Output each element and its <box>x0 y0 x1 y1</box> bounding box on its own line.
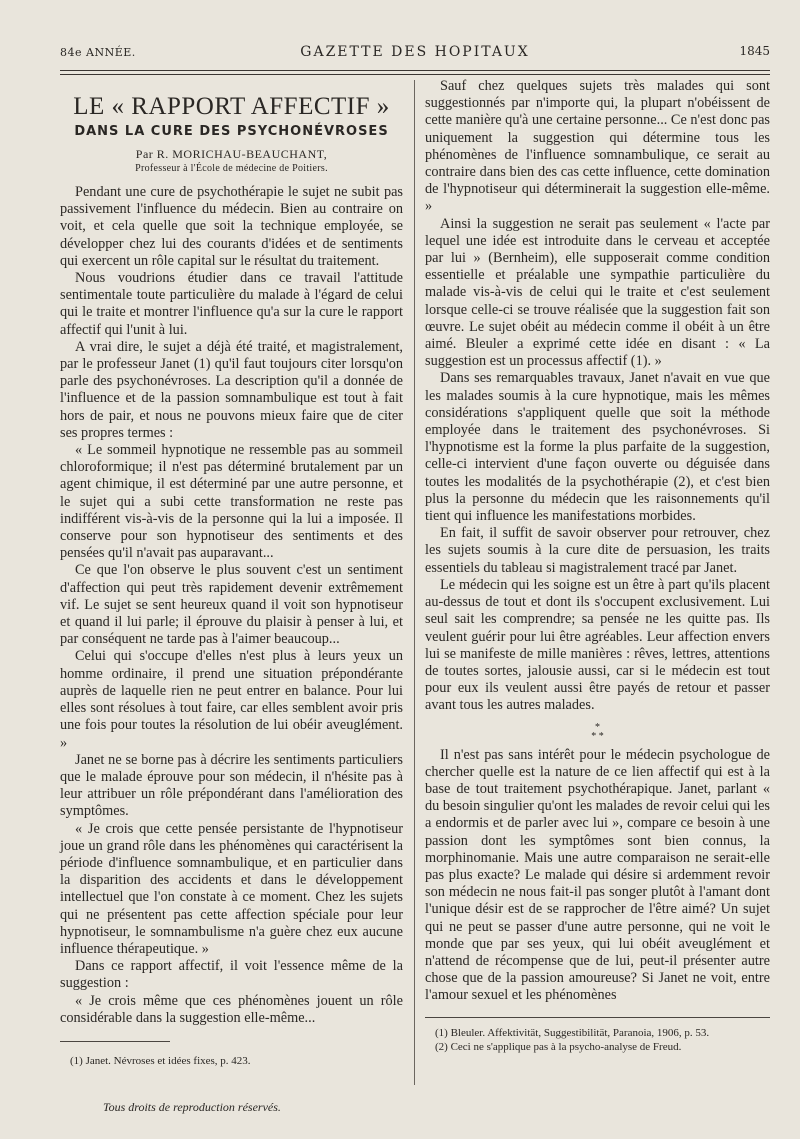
paragraph: Dans ses remarquables travaux, Janet n'avait en vue que les malades soumis à la cure hypnotique, mais les mêmes considérations s'appliquent quelle que soit la méthode employée dans le traitement des psychonévroses. Si l'hypnotisme est la forme la plus parfaite de la suggestion, celle-ci intervient d'une façon ouverte ou déguisée dans toutes les modalités de la psychothérapie (2), et c'est bien plus la personne du médecin que les raisonnements qu'il tient qui influence les manifestations morbides. <box>425 370 770 525</box>
paragraph: Le médecin qui les soigne est un être à part qu'ils placent au-dessus de tout et dont ils s'occupent exclusivement. Lui seul sait les comprendre; sa pensée ne les quitte pas. Ils veulent guérir pour lui être agréables. Leur affection envers lui se manifeste de mille manières : rêves, lettres, attentions de toutes sortes, jalousie aussi, car si le médecin est tout pour eux ils veulent aussi être payés de retour et passer avant tous les autres malades. <box>425 576 770 714</box>
publication-title: GAZETTE DES HOPITAUX <box>300 44 530 60</box>
paragraph: « Je crois même que ces phénomènes jouent un rôle considérable dans la suggestion elle-même... <box>60 992 403 1026</box>
paragraph: Ce que l'on observe le plus souvent c'est un sentiment d'affection qui peut très rapidement devenir extrêmement vif. Le sujet se sent heureux quand il voit son hypnotiseur et quand il lui parle; il éprouve du plaisir à penser à lui, et par conséquent ne tarde pas à l'aimer beaucoup... <box>60 562 403 648</box>
issue-number: 84e ANNÉE. <box>60 46 136 59</box>
right-column <box>425 78 770 1054</box>
paragraph: Janet ne se borne pas à décrire les sentiments particuliers que le malade éprouve pour son médecin, il n'hésite pas à leur attribuer un rôle prépondérant dans l'amélioration des symptômes. <box>60 751 403 820</box>
author-affiliation: Professeur à l'École de médecine de Poitiers. <box>135 163 328 174</box>
paragraph: En fait, il suffit de savoir observer pour retrouver, chez les sujets soumis à la cure dite de persuasion, les traits essentiels du tableau si magistralement tracé par Janet. <box>425 525 770 576</box>
footnote-rule <box>60 1041 170 1042</box>
asterism-top: * <box>595 721 600 733</box>
paragraph: « Je crois que cette pensée persistante de l'hypnotiseur joue un grand rôle dans les phénomènes qui caractérisent la période d'influence somnambulique, et en particulier dans la disparition des accidents et dans le développement intellectuel que l'on constate à ce moment. Chez les sujets qui ne présentent pas cette affection spéciale pour leur hypnotiseur, le somnambulisme n'a guère chez eux aucune influence thérapeutique. » <box>60 820 403 957</box>
footnote: (1) Bleuler. Affektivität, Suggestibilität, Paranoia, 1906, p. 53. <box>435 1026 710 1039</box>
article-author: Par R. MORICHAU-BEAUCHANT, <box>135 147 328 161</box>
paragraph: A vrai dire, le sujet a déjà été traité, et magistralement, par le professeur Janet (1) qu'il faut toujours citer lorsqu'on parle des psychonévroses. La description qu'il a donnée de l'influence et de la passion somnambulique est tout à fait hors de pair, et nous ne pouvons mieux faire que de citer ses propres termes : <box>60 338 403 441</box>
article-subtitle: DANS LA CURE DES PSYCHONÉVROSES <box>74 124 389 139</box>
paragraph: Il n'est pas sans intérêt pour le médecin psychologue de chercher quelle est la nature de ce lien affectif qui est à la base de tout traitement psychothérapique. Janet, parlant « du besoin singulier qu'ont les malades de revoir celui qui les a endormis et de parler avec lui », compare ce besoin à une passion dont les symptômes sont bien connus, la morphinomanie. Mais une autre comparaison ne serait-elle pas plus exacte? Le malade qui désire si ardemment revoir son médecin ne nous fait-il pas songer plutôt à l'amant dont l'unique désir est de se rapprocher de l'être aimé? Un sujet qui ne peut se passer d'une autre personne, qui ne voit le monde que par ses yeux, qui lui obéit aveuglément et n'attend de récompense que de lui, peut-il présenter autre chose que de la passion amoureuse? Si Janet ne voit, entre l'amour sexuel et les phénomènes <box>425 746 770 1004</box>
footnote: (2) Ceci ne s'applique pas à la psycho-analyse de Freud. <box>435 1040 682 1053</box>
paragraph: Celui qui s'occupe d'elles n'est plus à leurs yeux un homme ordinaire, il prend une situation prépondérante auprès de laquelle rien ne peut entrer en balance. Pour lui elles sont résolues à tout faire, car elles semblent avoir pris une fois pour toutes la résolution de lui obéir aveuglément. » <box>60 648 403 751</box>
paragraph: Sauf chez quelques sujets très malades qui sont suggestionnés par n'importe qui, la plupart n'obéissent de cette manière qu'à une certaine personne... Ce n'est donc pas uniquement la suggestion qui détermine tous les phénomènes de l'influence somnambulique, ce serait au contraire dans bien des cas cette influence, cette domination de l'hypnotiseur qui déterminerait la suggestion elle-même. » <box>425 78 770 215</box>
page-header <box>60 44 770 64</box>
paragraph: Dans ce rapport affectif, il voit l'essence même de la suggestion : <box>60 958 403 992</box>
asterism-bottom: * * <box>591 730 604 742</box>
paragraph: Ainsi la suggestion ne serait pas seulement « l'acte par lequel une idée est introduite dans le cerveau et acceptée par lui » (Bernheim), elle supposerait comme condition essentielle et préalable une sympathie particulière du malade vis-à-vis de celui qui le traite et c'est seulement lorsque celle-ci se trouve réalisée que la suggestion fait son œuvre. Le sujet obéit au médecin comme il obéit à un être aimé. Bleuler a exprimé cette idée en disant : « La suggestion est un processus affectif (1). » <box>425 215 770 370</box>
section-asterism <box>425 723 770 741</box>
copyright-notice: Tous droits de reproduction réservés. <box>103 1100 281 1114</box>
column-divider <box>414 80 415 1085</box>
header-rule-top <box>60 70 770 71</box>
paragraph: Nous voudrions étudier dans ce travail l'attitude sentimentale toute particulière du malade à l'égard de celui qui le traite et montrer l'influence qu'a sur la cure le rapport affectif qui l'unit à lui. <box>60 270 403 338</box>
header-rule-bottom <box>60 74 770 75</box>
left-column <box>60 78 403 1068</box>
footnote-rule <box>425 1017 770 1018</box>
left-body <box>60 184 403 1027</box>
footnote: (1) Janet. Névroses et idées fixes, p. 423. <box>70 1054 251 1067</box>
article-title: LE « RAPPORT AFFECTIF » <box>73 93 390 120</box>
paragraph: « Le sommeil hypnotique ne ressemble pas au sommeil chloroformique; il n'est pas déterminé brutalement par un agent chimique, il est déterminé par une autre personne, et le sujet qui a subi cette transformation ne reste pas indifférent vis-à-vis de la personne qui la lui a imposée. Il conserve pour son hypnotiseur des sentiments et des pensées qu'il n'avait pas auparavant... <box>60 442 403 562</box>
page-number: 1845 <box>739 44 770 58</box>
paragraph: Pendant une cure de psychothérapie le sujet ne subit pas passivement l'influence du médecin. Bien au contraire on voit, et cela quelle que soit la technique employée, se développer chez lui des courants d'idées et de sentiments qui exercent un rôle capital sur le résultat du traitement. <box>60 184 403 269</box>
